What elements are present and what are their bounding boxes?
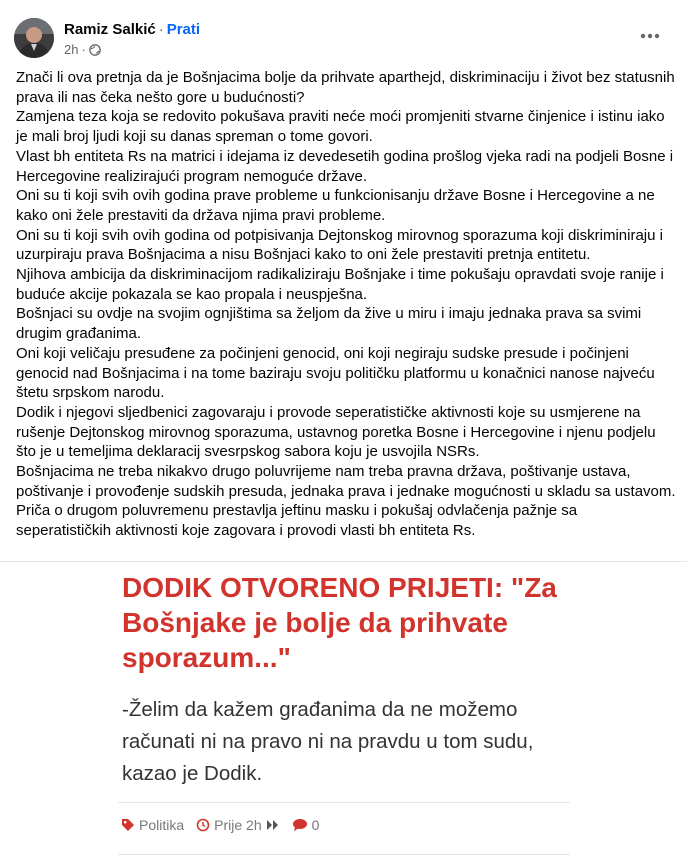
tag-icon (121, 818, 135, 832)
author-avatar[interactable] (14, 18, 54, 58)
article-stats (121, 817, 331, 833)
avatar-image (14, 18, 54, 58)
article-bottom-divider (118, 854, 570, 855)
more-options-icon[interactable] (637, 26, 663, 46)
post-paragraph: Oni koji veličaju presuđene za počinjeni genocid, oni koji negiraju sudske presude i počinjeni genocid nad Bošnjacima i na tome baziraju svoju političku platformu u konačnici nanose najveću štetu srpskom narodu. (16, 344, 655, 402)
post-paragraph: Dodik i njegovi sljedbenici zagovaraju i provode seperatističke aktivnosti koje su usmjerene na rušenje Dejtonskog mirovnog sporazuma, ustavnog poretka Bosne i Hercegovine i njenu podjelu što je u temeljima deklaracij svesrpskog sabora koju je usvojila NSRs. (16, 403, 656, 461)
article-comment-count: 0 (311, 817, 320, 833)
follow-button[interactable]: Prati (166, 21, 201, 38)
article-time: Prije 2h (214, 817, 262, 833)
post-paragraph: Znači li ova pretnja da je Bošnjacima bolje da prihvate aparthejd, diskriminaciju i život bez statusnih prava ili nas čeka nešto gore u budućnosti? (16, 69, 675, 106)
meta-separator: · (81, 42, 86, 57)
article-headline: DODIK OTVORENO PRIJETI: "Za Bošnjake je bolje da prihvate sporazum..." (122, 572, 557, 673)
post-meta (64, 42, 101, 57)
shared-article-image[interactable] (0, 561, 687, 862)
article-divider (118, 802, 570, 803)
article-subtext: -Želim da kažem građanima da ne možemo računati ni na pravo ni na pravdu u tom sudu, kazao je Dodik. (122, 698, 534, 785)
author-line (64, 21, 200, 39)
author-name[interactable]: Ramiz Salkić (64, 21, 156, 38)
post-paragraph: Vlast bh entiteta Rs na matrici i idejama iz devedesetih godina prošlog vjeka radi na podjeli Bosne i Hercegovine realizirajući program nemoguće države. (16, 147, 674, 185)
clock-icon (196, 818, 210, 832)
comment-icon (292, 818, 308, 832)
post-paragraph: Priča o drugom poluvremenu prestavlja jeftinu masku i pokušaj odvlačenja pažnje sa seperatističkih aktivnosti koje zagovara i provodi vlasti bh entiteta Rs. (16, 502, 578, 540)
post-paragraph: Oni su ti koji svih ovih godina prave probleme u funkcionisanju države Bosne i Hercegovine a ne kako oni žele prestaviti da država njima pravi probleme. (16, 187, 655, 224)
globe-icon (89, 44, 101, 56)
post-header (14, 16, 673, 60)
post-time[interactable]: 2h (64, 42, 79, 57)
time-stat (196, 817, 279, 833)
post-body (16, 68, 676, 541)
post-paragraph: Njihova ambicija da diskriminacijom radikaliziraju Bošnjake i time pokušaju opravdati svoje ranije i buduće akcije pokazala se kao propala i neuspješna. (16, 266, 664, 303)
post-paragraph: Zamjena teza koja se redovito pokušava praviti neće moći promjeniti stvarne činjenice i istinu iako je mali broj ljudi koji su danas spreman o tome govori. (16, 108, 665, 146)
double-chevron-icon (266, 819, 280, 831)
comments-stat (292, 817, 320, 833)
post-paragraph: Oni su ti koji svih ovih godina od potpisivanja Dejtonskog mirovnog sporazuma koji diskriminiraju i uzurpiraju prava Bošnjacima a nisu Bošnjaci kako to oni žele prestaviti pretnja entitetu. (16, 226, 663, 264)
name-separator: · (158, 21, 164, 38)
article-category: Politika (139, 817, 185, 833)
post-paragraph: Bošnjaci su ovdje na svojim ognjištima sa željom da žive u miru i imaju jednaka prava sa svimi drugim građanima. (16, 305, 642, 343)
category-stat (121, 817, 184, 833)
post-paragraph: Bošnjacima ne treba nikakvo drugo poluvrijeme nam treba pravna država, poštivanje ustava, poštivanje i provođenje sudskih presuda, jednaka prava i jednake mogućnosti u skladu sa ustavom. (16, 463, 676, 500)
